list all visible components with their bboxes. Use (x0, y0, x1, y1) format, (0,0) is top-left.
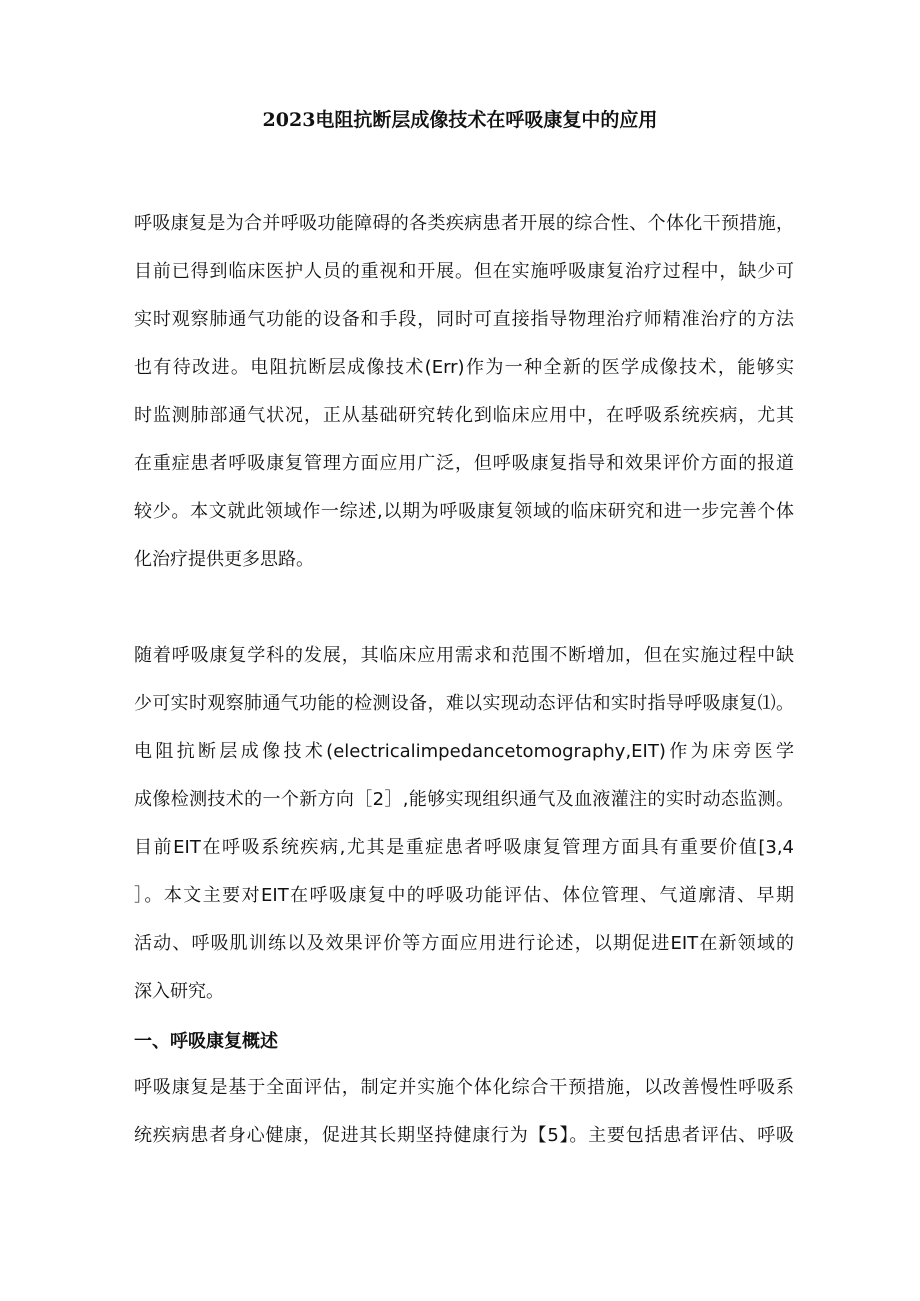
section-heading: 一、呼吸康复概述 (134, 1031, 278, 1052)
paragraph-line: 少可实时观察肺通气功能的检测设备，难以实现动态评估和实时指导呼吸康复⑴。 (134, 693, 794, 714)
paragraph-line: 成像检测技术的一个新方向［2］,能够实现组织通气及血液灌注的实时动态监测。 (134, 789, 794, 810)
paragraph-line: 目前EIT在呼吸系统疾病,尤其是重症患者呼吸康复管理方面具有重要价值[3,4 (134, 837, 794, 858)
paragraph-line: ］。本文主要对EIT在呼吸康复中的呼吸功能评估、体位管理、气道廓清、早期 (134, 885, 794, 906)
paragraph-line: 深入研究。 (134, 981, 224, 1002)
paragraph-line: 呼吸康复是为合并呼吸功能障碍的各类疾病患者开展的综合性、个体化干预措施， (134, 213, 794, 234)
paragraph-2 (134, 632, 794, 1016)
paragraph-line: 也有待改进。电阻抗断层成像技术(Err)作为一种全新的医学成像技术，能够实 (134, 357, 794, 378)
paragraph-3 (134, 1064, 794, 1160)
paragraph-line: 目前已得到临床医护人员的重视和开展。但在实施呼吸康复治疗过程中，缺少可 (134, 261, 794, 282)
paragraph-line: 电阻抗断层成像技术(electricalimpedancetomography,EIT)作为床旁医学 (134, 741, 794, 762)
paragraph-line: 统疾病患者身心健康，促进其长期坚持健康行为【5】。主要包括患者评估、呼吸 (134, 1125, 794, 1146)
paragraph-line: 呼吸康复是基于全面评估，制定并实施个体化综合干预措施，以改善慢性呼吸系 (134, 1077, 794, 1098)
paragraph-line: 时监测肺部通气状况，正从基础研究转化到临床应用中，在呼吸系统疾病，尤其 (134, 405, 794, 426)
paragraph-1 (134, 200, 794, 584)
document-title: 2023电阻抗断层成像技术在呼吸康复中的应用 (262, 109, 658, 131)
paragraph-line: 随着呼吸康复学科的发展，其临床应用需求和范围不断增加，但在实施过程中缺 (134, 645, 794, 666)
paragraph-line: 在重症患者呼吸康复管理方面应用广泛，但呼吸康复指导和效果评价方面的报道 (134, 453, 794, 474)
paragraph-line: 化治疗提供更多思路。 (134, 549, 314, 570)
paragraph-line: 较少。本文就此领域作一综述,以期为呼吸康复领域的临床研究和进一步完善个体 (134, 501, 794, 522)
paragraph-line: 实时观察肺通气功能的设备和手段，同时可直接指导物理治疗师精准治疗的方法 (134, 309, 794, 330)
paragraph-line: 活动、呼吸肌训练以及效果评价等方面应用进行论述，以期促进EIT在新领域的 (134, 933, 794, 954)
